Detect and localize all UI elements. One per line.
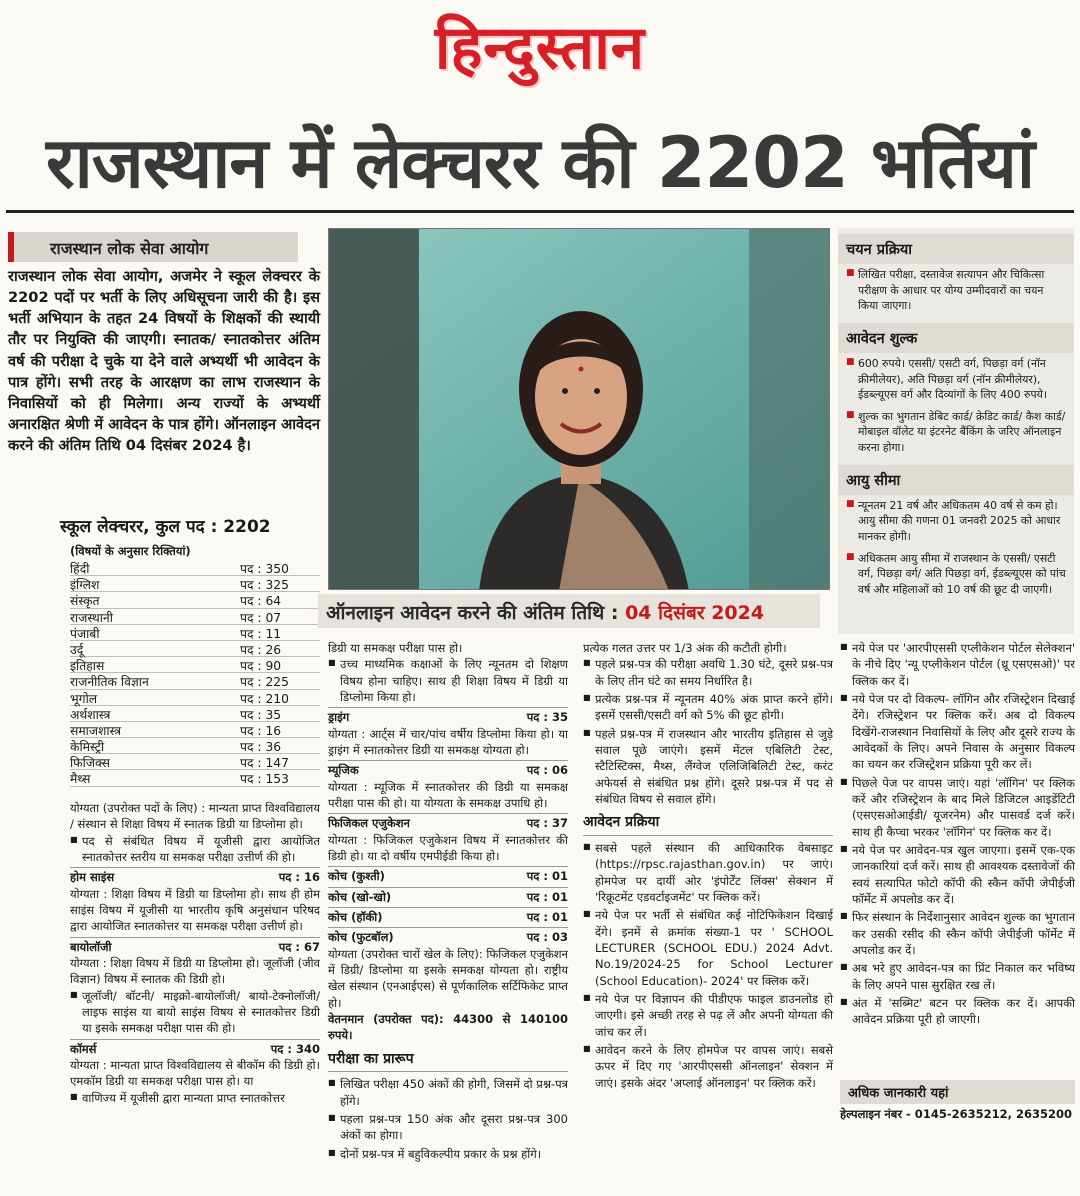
intro-paragraph: राजस्थान लोक सेवा आयोग, अजमेर ने स्कूल लेक्चरर के 2202 पदों पर भर्ती के लिए अधिसूचना जारी की है। इस भर्ती अभियान के तहत 24 विषयों के शिक्षकों की स्थायी तौर पर नियुक्ति की जाएगी। स्नातक/ स्नातकोत्तर अंतिम वर्ष की परीक्षा दे चुके या देने वाले अभ्यर्थी भी आवेदन के पात्र होंगे। सभी तरह के आरक्षण का लाभ राजस्थान के निवासियों को ही मिलेगा। अन्य राज्यों के अभ्यर्थी अनारक्षित श्रेणी में आवेदन के पात्र होंगे। ऑनलाइन आवेदन करने की अंतिम तिथि 04 दिसंबर 2024 है।	[8, 268, 320, 455]
subject-name: भूगोल	[70, 691, 98, 706]
posts-note: (विषयों के अनुसार रिक्तियां)	[70, 544, 191, 558]
subject-row	[70, 592, 320, 608]
biology-eligibility-bullet: ■ जूलॉजी/ बॉटनी/ माइक्रो-बायोलॉजी/ बायो-टेक्नोलॉजी/ लाइफ साइंस या बायो साइंस विषय से स्नातकोत्तर डिग्री या इसके समकक्ष परीक्षा पास की हो।	[70, 988, 320, 1037]
music-posts: पद : 06	[526, 763, 568, 778]
commerce-line	[70, 1039, 320, 1057]
subject-name: फिजिक्स	[70, 756, 110, 771]
exam-bullet: ■ दोनों प्रश्न-पत्र में बहुविकल्पीय प्रकार के प्रश्न होंगे।	[328, 1146, 568, 1162]
more-info-box	[840, 1080, 1075, 1104]
subject-name: पंजाबी	[70, 626, 100, 641]
masthead-logo-text: हिन्दुस्तान	[434, 13, 646, 83]
subject-posts: पद : 11	[240, 626, 282, 641]
column-3	[583, 640, 833, 1093]
application-step: ■ पिछले पेज पर वापस जाएं। यहां 'लॉगिन' पर क्लिक करें और रजिस्ट्रेशन के बाद मिले डिजिटल आइडेंटिटी (एसएसओआईडी/ यूजरनेम) और पासवर्ड दर्ज करें। साथ ही कैप्चा भरकर 'लॉगिन' पर क्लिक कर दें।	[840, 775, 1075, 840]
subject-row	[70, 609, 320, 625]
application-step: ■ नये पेज पर दो विकल्प- लॉगिन और रजिस्ट्रेशन दिखाई देंगे। रजिस्ट्रेशन पर क्लिक करें। अब दो विकल्प दिखेंगे-राजस्थान निवासियों के लिए और दूसरे राज्य के आवेदकों के लिए। अपने निवास के अनुसार विकल्प का चयन कर रजिस्ट्रेशन प्रक्रिया पूरी कर लें।	[840, 691, 1075, 773]
application-step: ■ नये पेज पर 'आरपीएससी एप्लीकेशन पोर्टल सेलेक्शन' के नीचे दिए 'न्यू एप्लीकेशन पोर्टल (थ्रू एसएसओ)' पर क्लिक कर दें।	[840, 640, 1075, 689]
music-eligibility: योग्यता : म्यूजिक में स्नातकोत्तर की डिग्री या समकक्ष परीक्षा पास की हो। या योग्यता के समकक्ष उपाधि हो।	[328, 779, 568, 810]
fee-item: ■ 600 रुपये। एससी/ एसटी वर्ग, पिछड़ा वर्ग (नॉन क्रीमीलेयर), अति पिछड़ा वर्ग (नॉन क्रीमीलेयर), ईडब्ल्यूएस वर्ग और दिव्यांगों के लिए 400 रुपये।	[838, 353, 1074, 406]
age-item: ■ अधिकतम आयु सीमा में राजस्थान के एससी/ एसटी वर्ग, पिछड़ा वर्ग/ अति पिछड़ा वर्ग, ईडब्ल्यूएस को पांच वर्ष और महिलाओं को 10 वर्ष की छूट दी जाएगी।	[838, 548, 1074, 601]
application-step: ■ फिर संस्थान के निर्देशानुसार आवेदन शुल्क का भुगतान कर उसकी रसीद की स्कैन कॉपी जेपीईजी फॉर्मेट में अपलोड कर दें।	[840, 909, 1075, 958]
home-science-line	[70, 867, 320, 885]
exam-bullet: ■ लिखित परीक्षा 450 अंकों की होगी, जिसमें दो प्रश्न-पत्र होंगे।	[328, 1076, 568, 1109]
subject-posts: पद : 35	[240, 707, 282, 722]
helpline: हेल्पलाइन नंबर - 0145-2635212, 2635200	[840, 1107, 1072, 1121]
application-step: ■ सबसे पहले संस्थान की आधिकारिक वेबसाइट (https://rpsc.rajasthan.gov.in) पर जाएं। होमपेज पर दायीं ओर 'इंपोर्टेंट लिंक्स' सेक्शन में 'रिक्रूटमेंट एडवर्टाइजमेंट' पर क्लिक करें।	[583, 840, 833, 905]
coach-label: कोच (कुश्ती)	[328, 869, 385, 884]
subject-name: केमिस्ट्री	[70, 740, 105, 755]
subject-name: राजस्थानी	[70, 610, 113, 625]
woman-portrait-illustration	[329, 229, 830, 590]
headline: राजस्थान में लेक्चरर की 2202 भर्तियां	[46, 122, 1034, 204]
home-science-label: होम साइंस	[70, 870, 115, 885]
eligibility-text: योग्यता (उपरोक्त पदों के लिए) : मान्यता प्राप्त विश्वविद्यालय / संस्थान से शिक्षा विषय में स्नातक डिग्री या डिप्लोमा हो।	[70, 801, 320, 832]
candidate-photo	[328, 228, 830, 590]
physical-education-eligibility: योग्यता : फिजिकल एजुकेशन विषय में स्नातकोत्तर की डिग्री हो। या दो वर्षीय एमपीईडी किया हो।	[328, 832, 568, 863]
subject-vacancy-table	[70, 560, 320, 787]
physical-education-line	[328, 813, 568, 831]
coach-line	[328, 866, 568, 884]
column-2	[328, 640, 568, 1164]
coach-posts: पद : 01	[526, 909, 568, 924]
info-sidebar	[838, 228, 1074, 634]
subject-posts: पद : 07	[240, 610, 282, 625]
teaching-subject-bullet: ■ उच्च माध्यमिक कक्षाओं के लिए न्यूनतम दो शिक्षण विषय होना चाहिए। साथ ही शिक्षा विषय में डिग्री या डिप्लोमा किया हो।	[328, 656, 568, 705]
headline-divider	[6, 210, 1074, 213]
subject-posts: पद : 325	[240, 578, 289, 593]
application-step: ■ अब भरे हुए आवेदन-पत्र का प्रिंट निकाल कर भविष्य के लिए अपने पास सुरक्षित रख लें।	[840, 960, 1075, 993]
subject-row	[70, 738, 320, 754]
degree-text: डिग्री या समकक्ष परीक्षा पास हो।	[328, 641, 463, 655]
physical-education-label: फिजिकल एजुकेशन	[328, 816, 410, 831]
subject-row	[70, 754, 320, 770]
home-science-posts: पद : 16	[278, 870, 320, 885]
subject-row	[70, 560, 320, 576]
subject-name: संस्कृत	[70, 594, 100, 609]
coach-posts: पद : 03	[526, 930, 568, 945]
subject-row	[70, 625, 320, 641]
subject-posts: पद : 147	[240, 756, 289, 771]
coach-line	[328, 887, 568, 905]
exam-bullet: ■ पहला प्रश्न-पत्र 150 अंक और दूसरा प्रश्न-पत्र 300 अंकों का होगा।	[328, 1111, 568, 1144]
commerce-posts: पद : 340	[270, 1041, 320, 1056]
subject-row	[70, 706, 320, 722]
subject-name: समाजशास्त्र	[70, 723, 122, 738]
commerce-label: कॉमर्स	[70, 1041, 97, 1056]
coach-label: कोच (हॉकी)	[328, 909, 383, 924]
subject-row	[70, 690, 320, 706]
coach-posts: पद : 01	[526, 889, 568, 904]
posts-title: स्कूल लेक्चरर, कुल पद : 2202	[60, 517, 271, 537]
subject-posts: पद : 90	[240, 659, 282, 674]
coach-line	[328, 907, 568, 925]
org-tag: राजस्थान लोक सेवा आयोग	[8, 232, 298, 262]
coach-label: कोच (फुटबॉल)	[328, 930, 394, 945]
subject-name: राजनीतिक विज्ञान	[70, 675, 149, 690]
exam-detail-bullet: ■ पहले प्रश्न-पत्र की परीक्षा अवधि 1.30 घंटे, दूसरे प्रश्न-पत्र के लिए तीन घंटे का समय निर्धारित है।	[583, 656, 833, 689]
drawing-posts: पद : 35	[526, 710, 568, 725]
subject-posts: पद : 153	[240, 772, 289, 787]
subject-name: इतिहास	[70, 659, 105, 674]
application-step: ■ नये पेज पर विज्ञापन की पीडीएफ फाइल डाउनलोड हो जाएगी। इसे अच्छी तरह से पढ़ लें और अपनी योग्यता की जांच कर लें।	[583, 991, 833, 1040]
column-4	[840, 640, 1075, 1030]
home-science-eligibility: योग्यता : शिक्षा विषय में डिग्री या डिप्लोमा हो। साथ ही होम साइंस विषय में यूजीसी या भारतीय कृषि अनुसंधान परिषद द्वारा आयोजित स्नातकोत्तर या समकक्ष परीक्षा उत्तीर्ण हो।	[70, 886, 320, 934]
application-step: ■ अंत में 'सब्मिट' बटन पर क्लिक कर दें। आपकी आवेदन प्रक्रिया पूरी हो जाएगी।	[840, 995, 1075, 1028]
exam-detail-bullet: ■ प्रत्येक प्रश्न-पत्र में न्यूनतम 40% अंक प्राप्त करने होंगे। इसमें एससी/एसटी वर्ग को 5% की छूट होगी।	[583, 691, 833, 724]
fee-title: आवेदन शुल्क	[838, 323, 1074, 353]
subject-posts: पद : 16	[240, 723, 282, 738]
pay-scale: वेतनमान (उपरोक्त पद): 44300 से 140100 रुपये।	[328, 1011, 568, 1043]
selection-item: ■ लिखित परीक्षा, दस्तावेज सत्यापन और चिकित्सा परीक्षण के आधार पर योग्य उम्मीदवारों का चयन किया जाएगा।	[838, 264, 1074, 317]
commerce-eligibility-bullet: ■ वाणिज्य में यूजीसी द्वारा मान्यता प्राप्त स्नातकोत्तर	[70, 1090, 320, 1106]
application-step: ■ आवेदन करने के लिए होमपेज पर वापस जाएं। सबसे ऊपर में दिए गए 'आरपीएससी ऑनलाइन' सेक्शन में जाएं। इसके अंदर 'अप्लाई ऑनलाइन' पर क्लिक करें।	[583, 1042, 833, 1091]
subject-posts: पद : 64	[240, 594, 282, 609]
subject-posts: पद : 36	[240, 740, 282, 755]
coach-posts: पद : 01	[526, 869, 568, 884]
deadline-date: 04 दिसंबर 2024	[625, 602, 765, 624]
physical-education-posts: पद : 37	[526, 816, 568, 831]
subject-name: मैथ्स	[70, 772, 91, 787]
selection-title: चयन प्रक्रिया	[838, 234, 1074, 264]
column-1-eligibility	[70, 800, 320, 1108]
application-process-title: आवेदन प्रक्रिया	[583, 813, 833, 836]
subject-row	[70, 576, 320, 592]
more-info-title: अधिक जानकारी यहां	[848, 1086, 949, 1101]
application-step: ■ नये पेज पर भर्ती से संबंधित कई नोटिफिकेशन दिखाई देंगे। इनमें से क्रमांक संख्या-1 पर ' SCHOOL LECTURER (SCHOOL EDU.) 2024 Advt. No.19/2024-25 for School Lecturer (School Education)- 2024' पर क्लिक करें।	[583, 907, 833, 989]
biology-label: बायोलॉजी	[70, 939, 112, 954]
subject-row	[70, 722, 320, 738]
subject-row	[70, 641, 320, 657]
subject-row	[70, 657, 320, 673]
biology-line	[70, 937, 320, 955]
age-title: आयु सीमा	[838, 465, 1074, 495]
subject-posts: पद : 350	[240, 562, 289, 576]
subject-row	[70, 673, 320, 689]
coach-eligibility: योग्यता (उपरोक्त चारों खेल के लिए): फिजिकल एजुकेशन में डिग्री/ डिप्लोमा या इसके समकक्ष योग्यता हो। राष्ट्रीय खेल संस्थान (एनआईएस) से पूर्णकालिक सर्टिफिकेट प्राप्त हो।	[328, 946, 568, 1010]
newspaper-masthead	[0, 0, 1080, 100]
subject-posts: पद : 225	[240, 675, 289, 690]
subject-name: उर्दू	[70, 642, 84, 657]
coach-line	[328, 927, 568, 945]
subject-posts: पद : 26	[240, 642, 282, 657]
eligibility-bullet: ■ पद से संबंधित विषय में यूजीसी द्वारा आयोजित स्नातकोत्तर स्तरीय या समकक्ष परीक्षा उत्तीर्ण की हो।	[70, 833, 320, 866]
subject-name: हिंदी	[70, 562, 90, 576]
drawing-eligibility: योग्यता : आर्ट्स में चार/पांच वर्षीय डिप्लोमा किया हो। या ड्राइंग में स्नातकोत्तर डिग्री या समकक्ष योग्यता हो।	[328, 726, 568, 757]
subject-posts: पद : 210	[240, 691, 289, 706]
fee-item: ■ शुल्क का भुगतान डेबिट कार्ड/ क्रेडिट कार्ड/ कैश कार्ड/ मोबाइल वॉलेट या इंटरनेट बैंकिंग के जरिए ऑनलाइन करना होगा।	[838, 406, 1074, 459]
deadline-label: ऑनलाइन आवेदन करने की अंतिम तिथि :	[326, 602, 619, 624]
drawing-label: ड्राइंग	[328, 710, 350, 725]
deadline-banner	[318, 594, 820, 628]
subject-row	[70, 770, 320, 786]
application-step: ■ नये पेज पर आवेदन-पत्र खुल जाएगा। इसमें एक-एक जानकारियां दर्ज करें। साथ ही आवश्यक दस्तावेजों की स्वयं सत्यापित फोटो कॉपी की स्कैन कॉपी जेपीईजी फॉर्मेट में अपलोड कर दें।	[840, 842, 1075, 907]
biology-posts: पद : 67	[278, 939, 320, 954]
subject-name: इंग्लिश	[70, 578, 100, 593]
commerce-eligibility: योग्यता : मान्यता प्राप्त विश्वविद्यालय से बीकॉम की डिग्री हो। एमकॉम डिग्री या समकक्ष परीक्षा पास हो। या	[70, 1057, 320, 1089]
negative-marking-text: प्रत्येक गलत उत्तर पर 1/3 अंक की कटौती होगी।	[583, 641, 787, 655]
subject-name: अर्थशास्त्र	[70, 707, 111, 722]
music-line	[328, 760, 568, 778]
exam-pattern-title: परीक्षा का प्रारूप	[328, 1050, 568, 1073]
biology-eligibility: योग्यता : शिक्षा विषय में डिग्री या डिप्लोमा हो। जूलॉजी (जीव विज्ञान) विषय में स्नातक की डिग्री हो।	[70, 955, 320, 987]
music-label: म्यूजिक	[328, 763, 359, 778]
drawing-line	[328, 707, 568, 725]
exam-detail-bullet: ■ पहले प्रश्न-पत्र में राजस्थान और भारतीय इतिहास से जुड़े सवाल पूछे जाएंगे। इसमें मेंटल एबिलिटी टेस्ट, स्टैटिस्टिक्स, मैथ्स, लैंग्वेज एलिजिबिलिटी टेस्ट, करंट अफेयर्स से संबंधित प्रश्न होंगे। दूसरे प्रश्न-पत्र में पद से संबंधित विषय से सवाल होंगे।	[583, 726, 833, 808]
coach-label: कोच (खो-खो)	[328, 889, 392, 904]
age-item: ■ न्यूनतम 21 वर्ष और अधिकतम 40 वर्ष से कम हो। आयु सीमा की गणना 01 जनवरी 2025 को आधार मानकर होगी।	[838, 495, 1074, 548]
